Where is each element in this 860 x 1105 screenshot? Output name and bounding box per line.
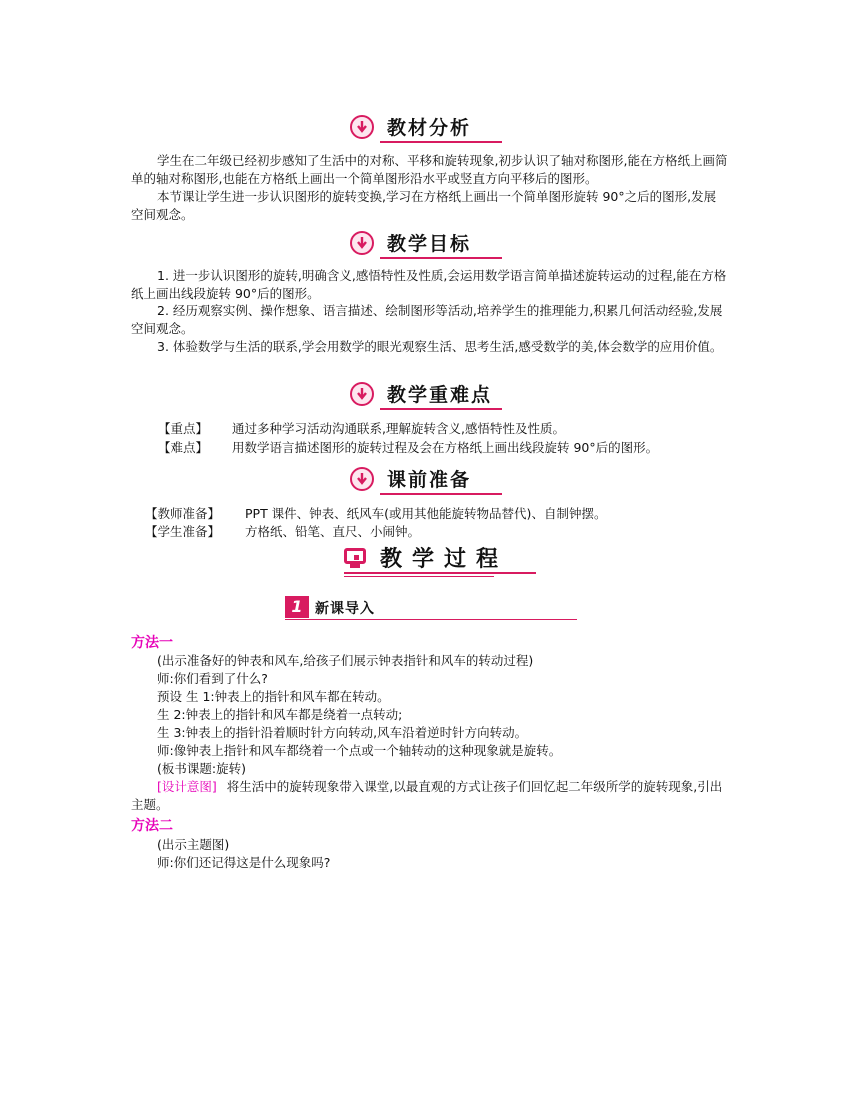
lesson-underline [285,619,577,620]
section-underline [380,257,502,259]
method-1-line: 师:像钟表上指针和风车都绕着一个点或一个轴转动的这种现象就是旋转。 [157,743,562,758]
method-2-title: 方法二 [131,818,173,834]
method-1-line: 生 3:钟表上的指针沿着顺时针方向转动,风车沿着逆时针方向转动。 [157,725,528,740]
hard-text: 用数学语言描述图形的旋转过程及会在方格纸上画出线段旋转 90°后的图形。 [232,440,659,455]
process-title: 教学过程 [380,547,509,572]
section-underline [380,141,502,143]
method-1-line: 生 2:钟表上的指针和风车都是绕着一点转动; [157,707,403,722]
process-header [344,542,536,578]
method-2-line: (出示主题图) [157,837,230,852]
analysis-paragraph-2: 本节课让学生进一步认识图形的旋转变换,学习在方格纸上画出一个简单图形旋转 90°之后的图形,发展空间观念。 [131,189,717,222]
key-label: 【重点】 [158,421,209,436]
hard-label: 【难点】 [158,440,209,455]
goal-2: 2. 经历观察实例、操作想象、语言描述、绘制图形等活动,培养学生的推理能力,积累几何活动经验,发展空间观念。 [131,303,723,336]
lesson-number-badge: 1 [285,596,309,618]
method-1-line: 预设 生 1:钟表上的指针和风车都在转动。 [157,689,390,704]
key-text: 通过多种学习活动沟通联系,理解旋转含义,感悟特性及性质。 [232,421,565,436]
method-1-line: (出示准备好的钟表和风车,给孩子们展示钟表指针和风车的转动过程) [157,653,534,668]
arrow-down-icon [350,382,374,406]
section-header-analysis [350,113,510,143]
method-1-line: 师:你们看到了什么? [157,671,268,686]
section-underline [380,408,502,410]
arrow-down-icon [350,231,374,255]
arrow-down-icon [350,467,374,491]
design-intent [131,778,728,814]
student-prep-label: 【学生准备】 [145,524,221,539]
section-title: 课前准备 [387,469,472,491]
goal-3: 3. 体验数学与生活的联系,学会用数学的眼光观察生活、思考生活,感受数学的美,体会数学的应用价值。 [157,339,723,354]
process-underline-thin [344,576,494,577]
section-header-prep [350,465,510,495]
method-1-line: (板书课题:旋转) [157,761,246,776]
teacher-prep-label: 【教师准备】 [145,506,221,521]
monitor-icon [344,548,366,564]
key-point-row [158,420,565,438]
student-prep-text: 方格纸、铅笔、直尺、小闹钟。 [245,524,421,539]
analysis-paragraph-1: 学生在二年级已经初步感知了生活中的对称、平移和旋转现象,初步认识了轴对称图形,能在方格纸上画简单的轴对称图形,也能在方格纸上画出一个简单图形沿水平或竖直方向平移后的图形。 [131,153,728,186]
difficulty-row [158,439,658,457]
method-1-title: 方法一 [131,635,173,651]
lesson-header [285,596,577,622]
design-intent-tag: [设计意图] [157,779,217,794]
teacher-prep-text: PPT 课件、钟表、纸风车(或用其他能旋转物品替代)、自制钟摆。 [245,506,607,521]
teacher-prep-row [145,505,606,523]
section-header-goals [350,229,510,259]
section-header-key-points [350,380,510,410]
lesson-title: 新课导入 [315,601,375,617]
section-title: 教材分析 [387,117,472,139]
student-prep-row [145,523,420,541]
monitor-stand [350,564,360,568]
section-underline [380,493,502,495]
process-underline [344,572,536,574]
method-2-line: 师:你们还记得这是什么现象吗? [157,855,331,870]
section-title: 教学重难点 [387,384,493,406]
design-intent-text: 将生活中的旋转现象带入课堂,以最直观的方式让孩子们回忆起二年级所学的旋转现象,引出主题。 [131,779,723,812]
arrow-down-icon [350,115,374,139]
goal-1: 1. 进一步认识图形的旋转,明确含义,感悟特性及性质,会运用数学语言简单描述旋转运动的过程,能在方格纸上画出线段旋转 90°后的图形。 [131,268,727,301]
section-title: 教学目标 [387,233,472,255]
